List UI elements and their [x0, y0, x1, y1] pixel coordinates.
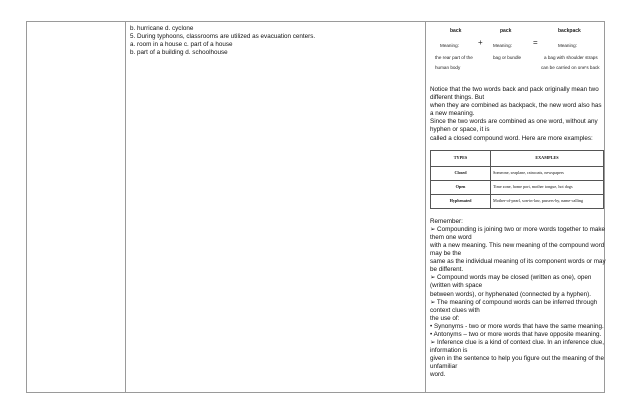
notice-paragraph — [430, 86, 606, 143]
definition-back: the rear part of the — [435, 55, 473, 60]
definition-backpack: a bag with shoulder straps — [544, 55, 598, 60]
definition-pack: bag or bundle — [493, 55, 522, 60]
notice-line: called a closed compound word. Here are more examples: — [430, 134, 593, 142]
remember-line: given in the sentence to help you figure out the meaning of the unfamiliar — [430, 355, 604, 371]
remember-line: word. — [430, 371, 446, 379]
remember-line: ➢ Compounding is joining two or more words together to make them one word — [430, 225, 606, 241]
remember-line: same as the individual meaning of its component words or may be different. — [430, 258, 606, 274]
remember-line: the use of: — [430, 314, 460, 322]
header-types: TYPES — [431, 150, 491, 166]
compound-examples-table — [430, 150, 604, 209]
meaning-label: Meaning: — [440, 43, 459, 48]
remember-section — [430, 218, 606, 380]
notice-line: Since the two words are combined as one word, without any hyphen or space, it is — [430, 118, 598, 134]
type-cell: Open — [431, 180, 491, 194]
quiz-line: b. part of a building d. schoolhouse — [130, 49, 228, 57]
remember-line: ➢ Compound words may be closed (written as one), open (written with space — [430, 274, 592, 290]
remember-heading: Remember: — [430, 217, 463, 225]
remember-line: ➢ Inference clue is a kind of context clue. In an inference clue, information is — [430, 339, 604, 355]
lesson-column — [430, 25, 606, 380]
examples-cell: Mother-of-pearl, son-in-law, passers-by, name-calling — [491, 194, 604, 208]
meaning-label: Meaning: — [493, 43, 512, 48]
header-examples: EXAMPLES — [491, 150, 604, 166]
remember-line: • Antonyms – two or more words that have opposite meaning. — [430, 330, 602, 338]
lesson-table — [26, 21, 605, 393]
type-cell: Closed — [431, 166, 491, 180]
quiz-line: b. hurricane d. cyclone — [130, 25, 194, 32]
remember-line: • Synonyms - two or more words that have the same meaning. — [430, 322, 604, 330]
table-row — [431, 194, 604, 208]
definition-back-cont: human body — [435, 65, 461, 70]
plus-sign: + — [478, 38, 483, 47]
compound-word-equation — [430, 25, 600, 76]
table-header-row — [431, 150, 604, 166]
column-divider — [425, 22, 426, 392]
examples-cell: Time zone, home port, mother tongue, hot dogs — [491, 180, 604, 194]
quiz-line: 5. During typhoons, classrooms are utilized as evacuation centers. — [130, 33, 316, 41]
column-divider — [125, 22, 126, 392]
equals-sign: = — [533, 38, 538, 47]
meaning-label: Meaning: — [558, 43, 577, 48]
notice-line: when they are combined as backpack, the new word also has a new meaning. — [430, 102, 602, 118]
quiz-line: a. room in a house c. part of a house — [130, 41, 233, 49]
examples-cell: Someone, seaplane, raincoats, newspapers — [491, 166, 604, 180]
definition-backpack-cont: can be carried on one's back — [541, 65, 600, 70]
remember-line: between words), or hyphenated (connected by a hyphen). — [430, 290, 592, 298]
quiz-column — [130, 25, 420, 57]
notice-line: Notice that the two words back and pack originally mean two different things. But — [430, 86, 599, 102]
table-row — [431, 180, 604, 194]
remember-line: ➢ The meaning of compound words can be inferred through context clues with — [430, 298, 598, 314]
word-backpack: backpack — [558, 28, 581, 34]
type-cell: Hyphenated — [431, 194, 491, 208]
table-row — [431, 166, 604, 180]
word-back: back — [450, 28, 462, 34]
remember-line: with a new meaning. This new meaning of the compound word may be the — [430, 241, 605, 258]
word-pack: pack — [500, 28, 512, 34]
